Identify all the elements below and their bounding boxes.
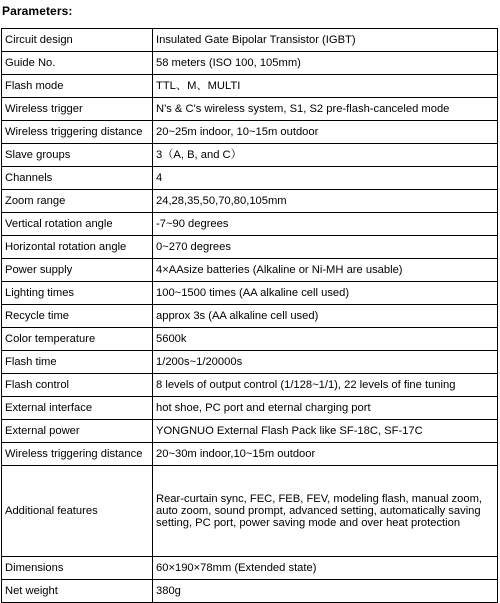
param-name: Wireless trigger: [2, 98, 153, 121]
table-row: [2, 328, 498, 351]
parameters-table-body: [2, 29, 498, 603]
param-name: Dimensions: [2, 557, 153, 580]
param-value: hot shoe, PC port and eternal charging port: [153, 397, 498, 420]
table-row: [2, 557, 498, 580]
param-value: 4×AAsize batteries (Alkaline or Ni-MH are usable): [153, 259, 498, 282]
table-row: [2, 236, 498, 259]
param-name: Vertical rotation angle: [2, 213, 153, 236]
param-value: 8 levels of output control (1/128~1/1), 22 levels of fine tuning: [153, 374, 498, 397]
param-value: 1/200s~1/20000s: [153, 351, 498, 374]
table-row: [2, 420, 498, 443]
table-row: [2, 397, 498, 420]
table-row: [2, 121, 498, 144]
param-value: 5600k: [153, 328, 498, 351]
param-name: Guide No.: [2, 52, 153, 75]
param-name: Channels: [2, 167, 153, 190]
param-name: Flash time: [2, 351, 153, 374]
param-value: 4: [153, 167, 498, 190]
param-value: -7~90 degrees: [153, 213, 498, 236]
param-value: 20~25m indoor, 10~15m outdoor: [153, 121, 498, 144]
table-row: [2, 167, 498, 190]
table-row: [2, 98, 498, 121]
param-name: Recycle time: [2, 305, 153, 328]
param-name: Zoom range: [2, 190, 153, 213]
param-value: 380g: [153, 580, 498, 603]
param-value: Insulated Gate Bipolar Transistor (IGBT): [153, 29, 498, 52]
table-row: [2, 259, 498, 282]
param-value: 3（A, B, and C）: [153, 144, 498, 167]
param-value: 60×190×78mm (Extended state): [153, 557, 498, 580]
param-name: Flash mode: [2, 75, 153, 98]
param-value: 0~270 degrees: [153, 236, 498, 259]
param-name: Wireless triggering distance: [2, 443, 153, 466]
table-row: [2, 213, 498, 236]
param-value: 24,28,35,50,70,80,105mm: [153, 190, 498, 213]
param-name: External interface: [2, 397, 153, 420]
param-value: N's & C's wireless system, S1, S2 pre-flash-canceled mode: [153, 98, 498, 121]
table-row: [2, 466, 498, 557]
param-value: TTL、M、MULTI: [153, 75, 498, 98]
param-name: Slave groups: [2, 144, 153, 167]
parameters-heading: Parameters:: [2, 4, 73, 18]
param-name: Color temperature: [2, 328, 153, 351]
param-name: Net weight: [2, 580, 153, 603]
param-value: 58 meters (ISO 100, 105mm): [153, 52, 498, 75]
param-name: Power supply: [2, 259, 153, 282]
param-name: Additional features: [2, 466, 153, 557]
table-row: [2, 580, 498, 603]
table-row: [2, 144, 498, 167]
param-name: Wireless triggering distance: [2, 121, 153, 144]
table-row: [2, 282, 498, 305]
param-value: 100~1500 times (AA alkaline cell used): [153, 282, 498, 305]
parameters-table: [1, 28, 498, 603]
table-row: [2, 29, 498, 52]
table-row: [2, 374, 498, 397]
table-row: [2, 75, 498, 98]
param-name: Lighting times: [2, 282, 153, 305]
table-row: [2, 305, 498, 328]
param-name: Horizontal rotation angle: [2, 236, 153, 259]
table-row: [2, 351, 498, 374]
table-row: [2, 190, 498, 213]
param-value: approx 3s (AA alkaline cell used): [153, 305, 498, 328]
param-value: 20~30m indoor,10~15m outdoor: [153, 443, 498, 466]
table-row: [2, 52, 498, 75]
table-row: [2, 443, 498, 466]
param-value: Rear-curtain sync, FEC, FEB, FEV, modeling flash, manual zoom, auto zoom, sound prompt, advanced setting, automatically saving setting, PC port, power saving mode and over heat protection: [153, 466, 498, 557]
param-name: External power: [2, 420, 153, 443]
param-name: Circuit design: [2, 29, 153, 52]
param-name: Flash control: [2, 374, 153, 397]
param-value: YONGNUO External Flash Pack like SF-18C, SF-17C: [153, 420, 498, 443]
